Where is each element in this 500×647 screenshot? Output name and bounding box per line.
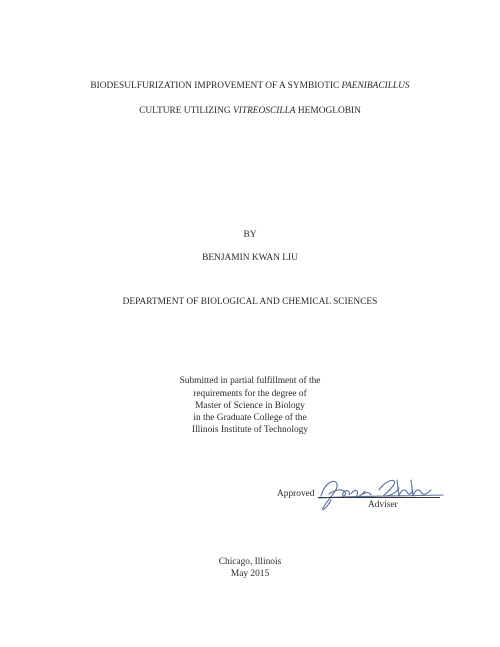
department-name: DEPARTMENT OF BIOLOGICAL AND CHEMICAL SCIENCES [122,297,378,307]
title-text: BIODESULFURIZATION IMPROVEMENT OF A SYMBIOTIC [90,81,342,91]
title-italic-genus: PAENIBACILLUS [341,81,410,91]
place: Chicago, Illinois [218,557,282,567]
thesis-title-line-1 [0,80,500,92]
submission-line: in the Graduate College of the [193,413,307,423]
submission-line: Submitted in partial fulfillment of the [179,376,321,386]
author-name: BENJAMIN KWAN LIU [202,253,298,263]
approved-label: Approved [277,489,315,499]
submission-line: Illinois Institute of Technology [191,425,309,435]
thesis-title-line-2 [0,105,500,117]
adviser-label: Adviser [368,500,398,510]
by-label: BY [243,230,257,240]
title-italic-genus: VITREOSCILLA [233,106,296,116]
title-text: CULTURE UTILIZING [139,106,234,116]
title-text: HEMOGLOBIN [295,106,361,116]
submission-line: Master of Science in Biology [195,401,305,411]
date: May 2015 [230,569,270,579]
signature-line [318,497,440,498]
submission-line: requirements for the degree of [193,389,307,399]
